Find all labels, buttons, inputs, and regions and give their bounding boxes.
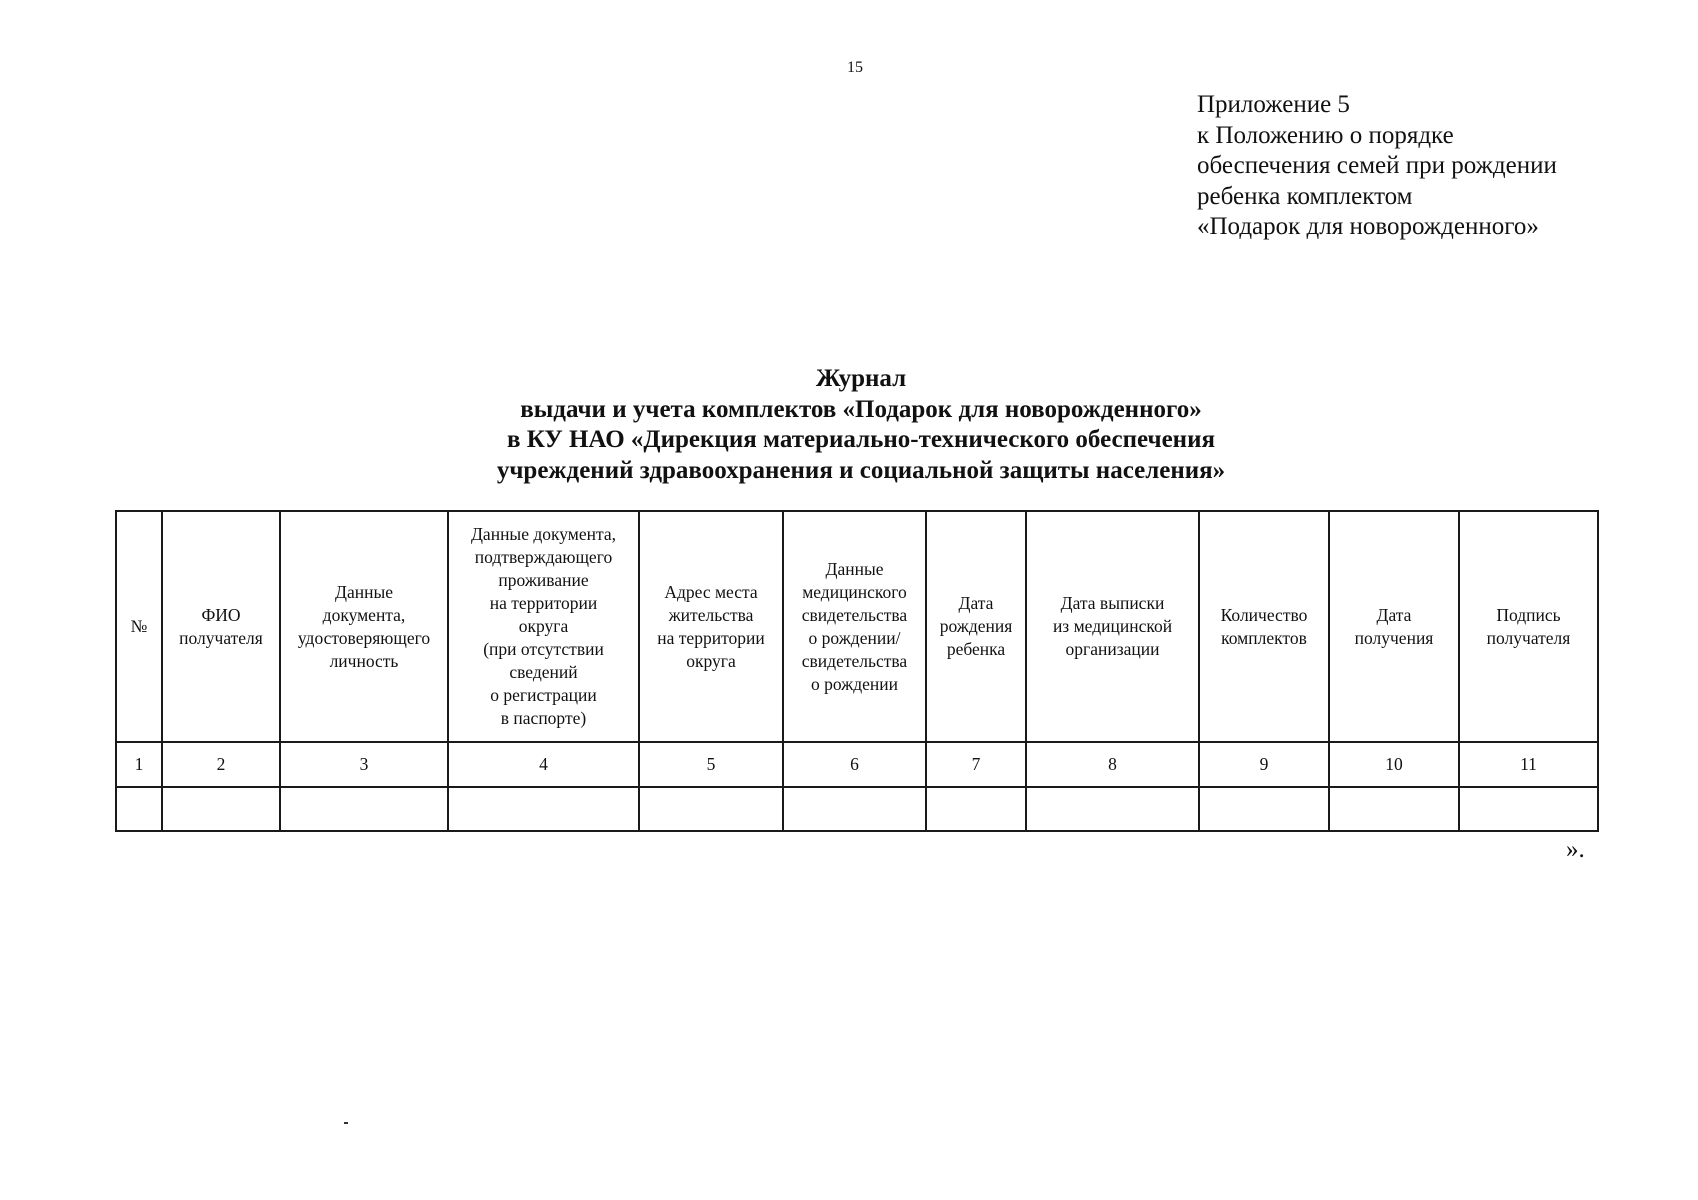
column-header-line: рождения (939, 616, 1013, 636)
column-number: 5 (639, 742, 783, 787)
column-header (116, 511, 162, 742)
column-number-row (116, 742, 1598, 787)
column-number: 6 (783, 742, 926, 787)
column-header-line: Дата (1376, 604, 1412, 625)
column-header-line: округа (518, 616, 569, 636)
scan-artifact (344, 1122, 348, 1124)
column-header-line: комплектов (1221, 627, 1307, 648)
column-header-line: организации (1065, 639, 1160, 659)
column-header (162, 511, 280, 742)
title-line: в КУ НАО «Дирекция материально-технического обеспечения (506, 426, 1216, 453)
column-header-line: Данные (335, 581, 393, 602)
column-header-line: личность (329, 650, 399, 671)
closing-quote-mark: ». (1566, 836, 1585, 863)
column-header-line: (при отсутствии (483, 639, 604, 659)
empty-cell[interactable] (1026, 787, 1199, 831)
title-line: учреждений здравоохранения и социальной защиты населения» (496, 456, 1226, 484)
appendix-line: «Подарок для новорожденного» (1197, 213, 1539, 240)
empty-cell[interactable] (1199, 787, 1329, 831)
column-header-line: о рождении/ (808, 627, 901, 648)
title-line: выдачи и учета комплектов «Подарок для новорожденного» (520, 395, 1202, 423)
column-header-line: Дата (958, 593, 994, 613)
column-header (1026, 511, 1199, 742)
column-header-line: Подпись (1496, 604, 1561, 625)
column-header-line: о регистрации (490, 685, 597, 705)
column-number: 7 (926, 742, 1026, 787)
journal-table (115, 510, 1599, 832)
column-header-line: получателя (1486, 627, 1571, 648)
column-header (1199, 511, 1329, 742)
column-header-line: Данные документа, (471, 524, 616, 544)
column-header-line: получателя (179, 627, 263, 648)
page-number: 15 (847, 59, 863, 76)
column-header (1329, 511, 1459, 742)
table-row (116, 787, 1598, 831)
column-header-line: на территории (489, 593, 598, 613)
column-number: 4 (448, 742, 639, 787)
empty-cell[interactable] (280, 787, 448, 831)
column-number: 3 (280, 742, 448, 787)
column-header-line: удостоверяющего (297, 627, 431, 648)
column-header-line: ребенка (946, 639, 1006, 659)
column-header-line: документа, (322, 604, 406, 625)
column-header-line: Количество (1220, 604, 1308, 625)
column-number: 2 (162, 742, 280, 787)
column-header-line: проживание (498, 570, 589, 590)
column-header-line: на территории (657, 627, 765, 648)
column-header (639, 511, 783, 742)
column-number: 9 (1199, 742, 1329, 787)
column-number: 8 (1026, 742, 1199, 787)
column-header-line: медицинского (802, 581, 907, 602)
column-header (1459, 511, 1598, 742)
column-header-line: о рождении (810, 673, 899, 694)
column-number: 10 (1329, 742, 1459, 787)
empty-cell[interactable] (1329, 787, 1459, 831)
empty-cell[interactable] (448, 787, 639, 831)
column-header-line: подтверждающего (474, 547, 613, 567)
column-header-line: из медицинской (1052, 616, 1173, 636)
column-header-line: Дата выписки (1060, 593, 1165, 613)
appendix-line: к Положению о порядке (1197, 121, 1454, 149)
column-header (448, 511, 639, 742)
column-number: 11 (1459, 742, 1598, 787)
empty-cell[interactable] (926, 787, 1026, 831)
column-number: 1 (116, 742, 162, 787)
column-header-line: Данные (825, 558, 884, 579)
table-header-row (116, 511, 1598, 742)
empty-cell[interactable] (783, 787, 926, 831)
column-header-line: получения (1354, 627, 1434, 648)
column-header (926, 511, 1026, 742)
title-line: Журнал (815, 365, 907, 392)
column-header-line: сведений (509, 662, 578, 682)
journal-title (0, 364, 1698, 486)
empty-cell[interactable] (116, 787, 162, 831)
appendix-line: Приложение 5 (1197, 91, 1350, 118)
appendix-line: обеспечения семей при рождении (1197, 152, 1557, 179)
column-header-line: округа (686, 650, 736, 671)
column-header (783, 511, 926, 742)
empty-cell[interactable] (162, 787, 280, 831)
empty-cell[interactable] (1459, 787, 1598, 831)
empty-cell[interactable] (639, 787, 783, 831)
column-header-line: ФИО (201, 604, 241, 625)
appendix-reference (1197, 90, 1677, 243)
column-header-line: в паспорте) (500, 708, 587, 728)
column-header-line: жительства (668, 604, 754, 625)
column-header-line: Адрес места (664, 581, 758, 602)
column-header-line: свидетельства (801, 604, 908, 625)
column-header (280, 511, 448, 742)
column-header-line: свидетельства (801, 650, 908, 671)
column-header-line: № (130, 616, 148, 636)
appendix-line: ребенка комплектом (1197, 182, 1413, 210)
